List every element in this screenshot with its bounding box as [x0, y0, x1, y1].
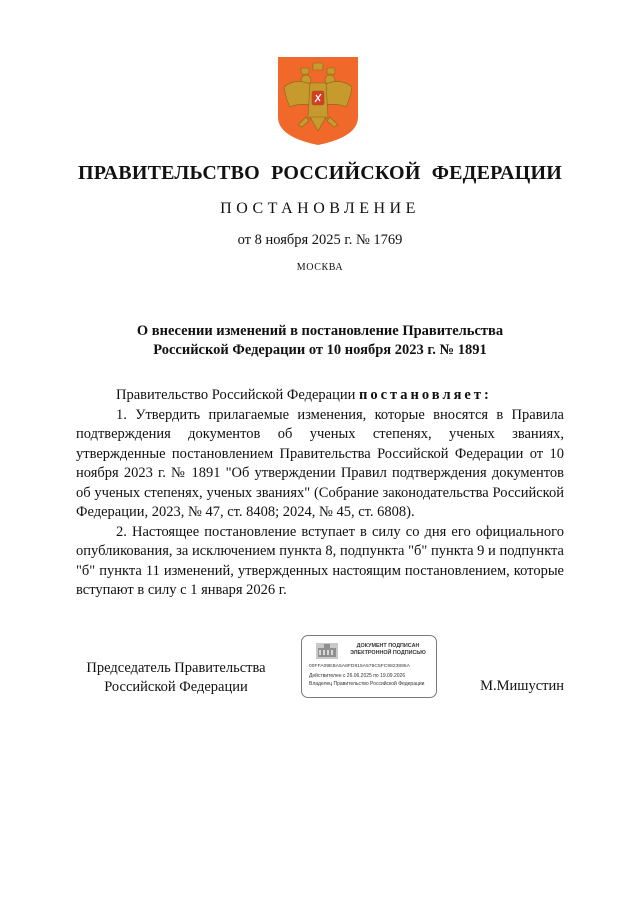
stamp-title-line-2: ЭЛЕКТРОННОЙ ПОДПИСЬЮ — [350, 650, 426, 656]
subject-line-2: Российской Федерации от 10 ноября 2023 г. № 1891 — [153, 342, 487, 358]
intro-verb: постановляет: — [358, 387, 492, 403]
government-title: ПРАВИТЕЛЬСТВО РОССИЙСКОЙ ФЕДЕРАЦИИ — [78, 162, 562, 184]
document-subject — [0, 322, 640, 360]
position-line-1: Председатель Правительства — [86, 660, 266, 676]
subject-line-1: О внесении изменений в постановление Правительства — [136, 323, 504, 339]
document-date-number: от 8 ноября 2025 г. № 1769 — [237, 232, 403, 248]
stamp-title-line-1: ДОКУМЕНТ ПОДПИСАН — [356, 643, 420, 649]
position-line-2: Российской Федерации — [104, 679, 248, 695]
document-body — [76, 386, 564, 601]
certificate-validity: Действителен с 26.06.2025 по 19.09.2026 — [309, 673, 406, 679]
certificate-number: 00FFA09EBA5A8FD915A579C5FC9823895A — [309, 664, 411, 669]
paragraph-2: 2. Настоящее постановление вступает в силу со дня его официального опубликования, за исключением пункта 8, подпункта "б" пункта 9 и подпункта "б" пункта 11 изменений, утвержденных настоящим постановлением, которые вступают в силу с 1 января 2026 г. — [76, 523, 564, 598]
coat-of-arms-icon — [276, 55, 360, 147]
stamp-title — [340, 643, 436, 657]
document-city: МОСКВА — [296, 262, 344, 273]
signatory-name: М.Мишустин — [480, 678, 564, 694]
intro-text: Правительство Российской Федерации — [116, 387, 359, 403]
electronic-signature-stamp — [301, 635, 437, 698]
certificate-owner: Владелец Правительство Российской Федерации — [309, 681, 425, 687]
intro-paragraph — [76, 386, 564, 406]
building-icon — [315, 642, 339, 660]
paragraph-1: 1. Утвердить прилагаемые изменения, которые вносятся в Правила подтверждения документов об ученых степенях, ученых званиях, утвержденные постановлением Правительства Российской Федерации от 10 ноября 2023 г. № 1891 "Об утверждении Правил подтверждения документов об ученых степенях, ученых званиях" (Собрание законодательства Российской Федерации, 2023, № 47, ст. 8408; 2024, № 45, ст. 6808). — [76, 406, 564, 520]
document-type: ПОСТАНОВЛЕНИЕ — [220, 200, 420, 217]
signatory-position — [76, 659, 276, 697]
